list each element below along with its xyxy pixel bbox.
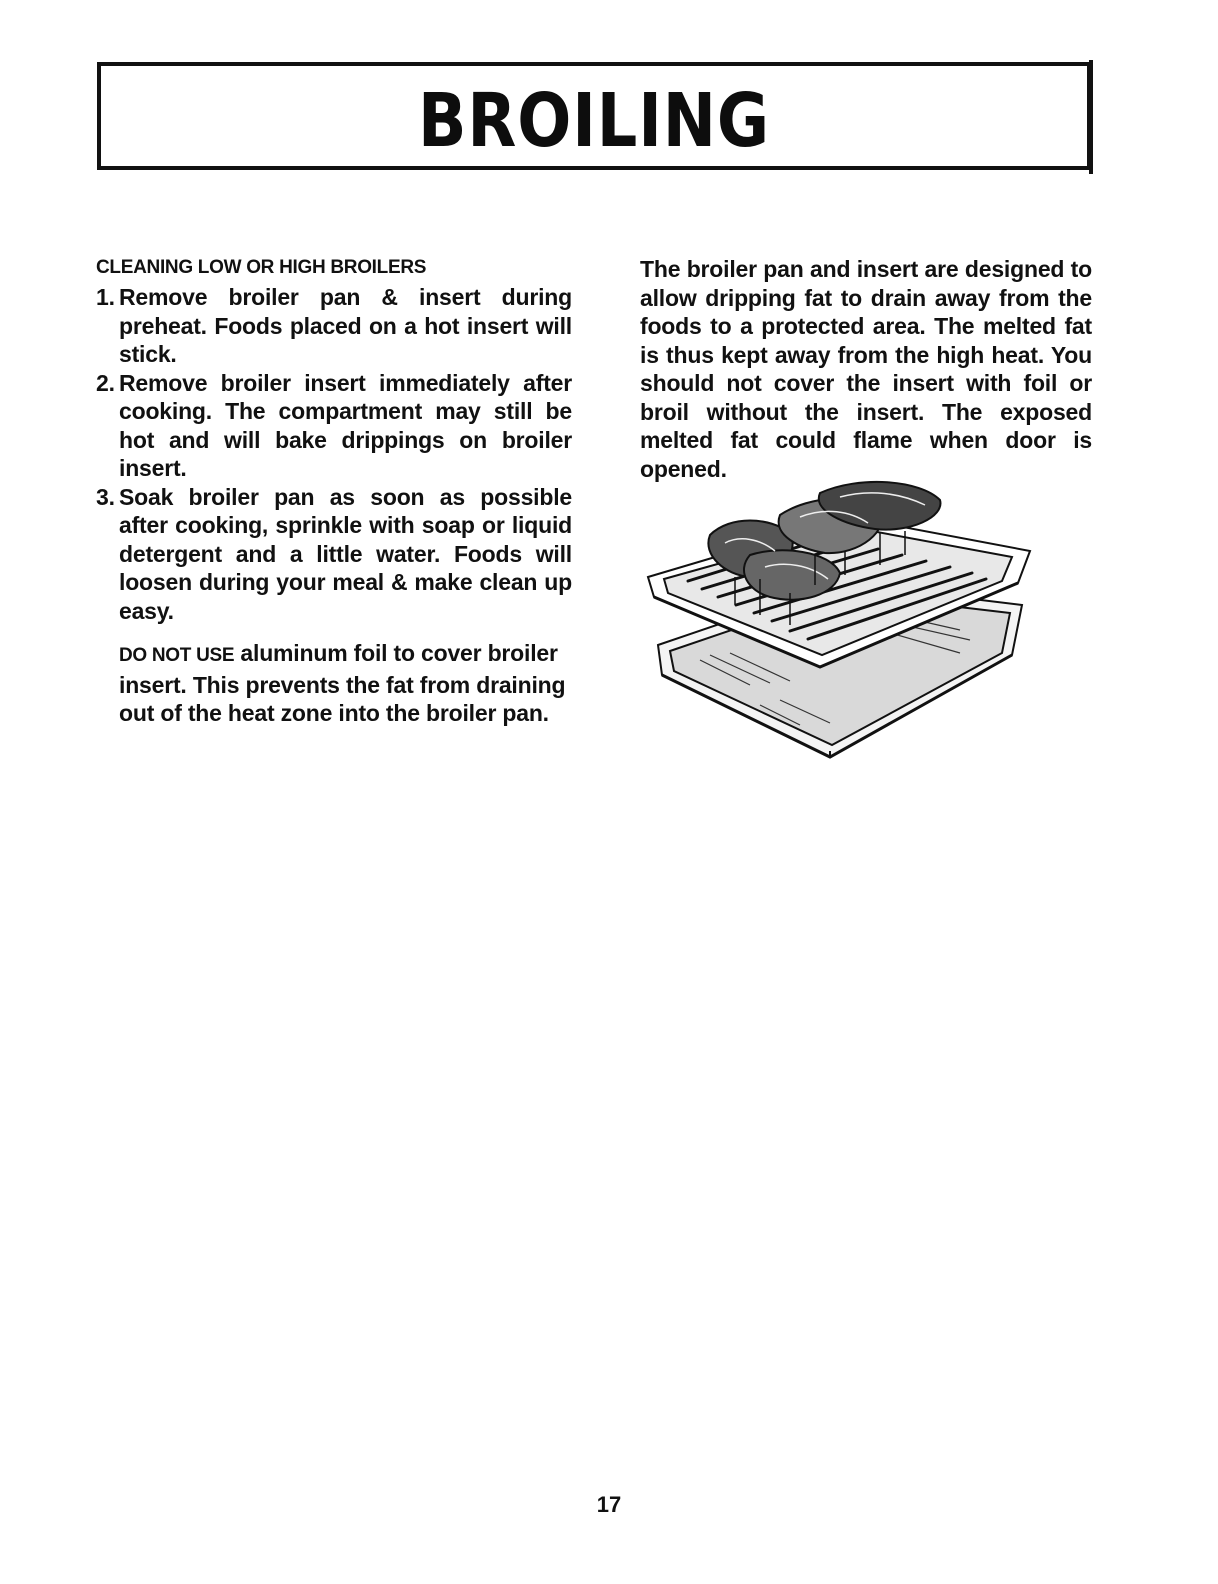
right-column	[640, 255, 1092, 483]
list-item	[96, 483, 572, 626]
title-box	[97, 62, 1091, 170]
foil-warning	[96, 639, 572, 728]
step-number: 2.	[96, 369, 115, 396]
step-text: Remove broiler pan & insert during preheat. Foods placed on a hot insert will stick.	[119, 284, 572, 367]
broiler-pan-paragraph: The broiler pan and insert are designed to allow dripping fat to drain away from the foods to a protected area. The melted fat is thus kept away from the high heat. You should not cover the insert with foil or broil without the insert. The exposed melted fat could flame when door is opened.	[640, 256, 1092, 482]
broiler-pan-drawing	[640, 455, 1040, 765]
step-number: 3.	[96, 483, 115, 510]
page-title: BROILING	[418, 78, 770, 164]
cleaning-steps-list	[96, 283, 572, 625]
step-number: 1.	[96, 284, 115, 310]
left-column	[96, 255, 572, 728]
broiler-pan-illustration	[640, 455, 1040, 765]
list-item	[96, 369, 572, 483]
step-text: Soak broiler pan as soon as possible after cooking, sprinkle with soap or liquid detergent and a little water. Foods will loosen during your meal & make clean up easy.	[119, 483, 572, 624]
step-text: Remove broiler insert immediately after cooking. The compartment may still be hot and will bake drippings on broiler insert.	[119, 369, 572, 481]
page-number: 17	[596, 1492, 622, 1517]
section-heading: CLEANING LOW OR HIGH BROILERS	[96, 257, 427, 278]
warning-lead: DO NOT USE	[119, 645, 235, 666]
warning-text: aluminum foil to cover broiler insert. This prevents the fat from draining out of the heat zone into the broiler pan.	[119, 640, 566, 726]
list-item	[96, 283, 572, 369]
